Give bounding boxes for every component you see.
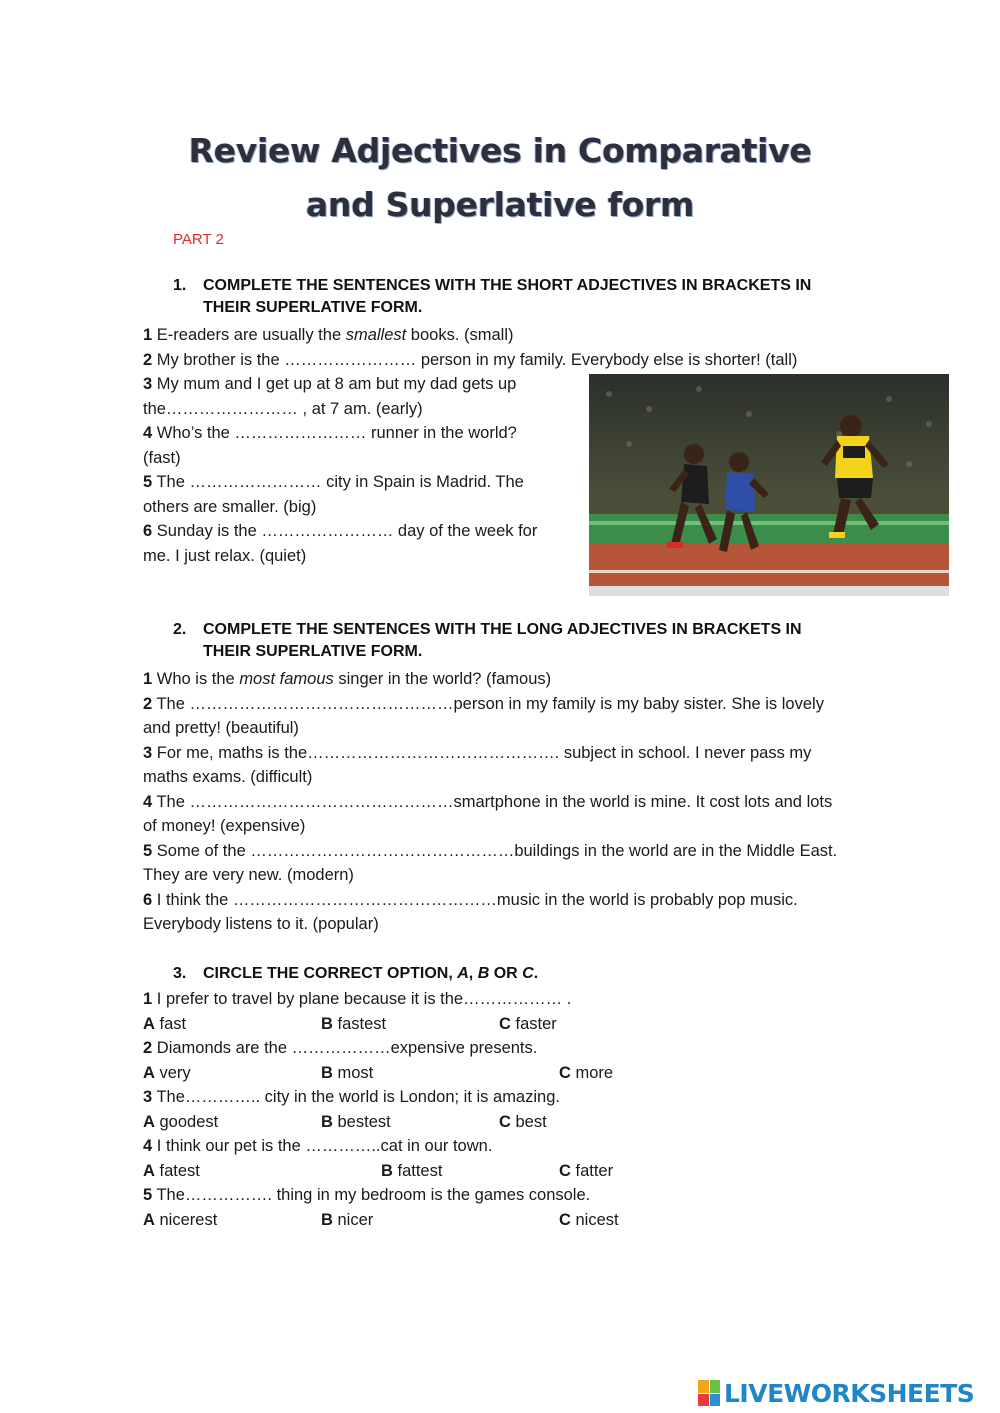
s1-item-5-cont: others are smaller. (big): [143, 497, 317, 516]
option-a[interactable]: A nicerest: [143, 1211, 218, 1229]
s3-question-4: 4 I think our pet is the …………..cat in our town.: [143, 1137, 493, 1155]
s2-item-2: 2 The …………………………………………person in my family is my baby sister. She is lovely: [143, 694, 824, 713]
s2-item-6-cont: Everybody listens to it. (popular): [143, 915, 379, 933]
option-b[interactable]: B fattest: [381, 1162, 443, 1180]
s3-question-2: 2 Diamonds are the ………………expensive presents.: [143, 1039, 538, 1057]
s2-item-5-cont: They are very new. (modern): [143, 866, 354, 884]
part-label: PART 2: [173, 231, 224, 248]
section-3-number: 3.: [173, 965, 187, 982]
s3-question-3: 3 The………….. city in the world is London; it is amazing.: [143, 1088, 560, 1106]
s1-item-4-cont: (fast): [143, 448, 181, 467]
section-2-heading: [173, 619, 802, 663]
s2-item-2-cont: and pretty! (beautiful): [143, 719, 299, 737]
s3-question-5: 5 The……………. thing in my bedroom is the games console.: [143, 1186, 591, 1204]
section-1-heading-line-2: THEIR SUPERLATIVE FORM.: [203, 299, 423, 316]
s2-item-3-cont: maths exams. (difficult): [143, 768, 313, 786]
option-a[interactable]: A fatest: [143, 1162, 200, 1180]
option-b[interactable]: B most: [321, 1064, 374, 1082]
s2-item-4-cont: of money! (expensive): [143, 817, 306, 835]
s2-item-3: 3 For me, maths is the………………………………………. subject in school. I never pass my: [143, 743, 812, 762]
s3-question-1: 1 I prefer to travel by plane because it is the……………… .: [143, 990, 572, 1008]
s1-item-3-cont: the…………………… , at 7 am. (early): [143, 399, 423, 418]
title-line-1: Review Adjectives in Comparative: [188, 131, 812, 170]
s1-item-4: 4 Who’s the …………………… runner in the world?: [143, 424, 517, 442]
section-2-heading-line-2: THEIR SUPERLATIVE FORM.: [203, 643, 423, 660]
s2-item-6: 6 I think the …………………………………………music in the world is probably pop music.: [143, 890, 798, 909]
option-b[interactable]: B bestest: [321, 1113, 391, 1131]
section-1-number: 1.: [173, 277, 187, 294]
option-a[interactable]: A fast: [143, 1015, 187, 1033]
s3-options-1: [143, 1012, 743, 1036]
section-2-heading-line-1: COMPLETE THE SENTENCES WITH THE LONG ADJECTIVES IN BRACKETS IN: [203, 621, 802, 638]
s2-item-1: 1 Who is the most famous singer in the world? (famous): [143, 670, 552, 688]
s3-options-5: [143, 1208, 743, 1232]
title-line-2: and Superlative form: [305, 185, 695, 224]
s3-options-3: [143, 1110, 743, 1134]
s2-item-4: 4 The …………………………………………smartphone in the world is mine. It cost lots and lots: [143, 792, 833, 811]
s1-item-3: 3 My mum and I get up at 8 am but my dad gets up: [143, 375, 517, 393]
option-a[interactable]: A very: [143, 1064, 191, 1082]
s1-item-5: 5 The …………………… city in Spain is Madrid. The: [143, 473, 524, 491]
logo-icon: [698, 1380, 720, 1406]
option-c[interactable]: C fatter: [559, 1162, 614, 1180]
option-a[interactable]: A goodest: [143, 1113, 219, 1131]
s2-item-5: 5 Some of the …………………………………………buildings in the world are in the Middle East.: [143, 841, 838, 860]
s1-item-2: 2 My brother is the …………………… person in my family. Everybody else is shorter! (tall): [143, 350, 798, 369]
option-c[interactable]: C more: [559, 1064, 614, 1082]
sprinters-photo: [589, 374, 949, 596]
section-1-heading-line-1: COMPLETE THE SENTENCES WITH THE SHORT ADJECTIVES IN BRACKETS IN: [203, 277, 812, 294]
section-2-number: 2.: [173, 621, 187, 638]
option-c[interactable]: C nicest: [559, 1211, 619, 1229]
logo-text: LIVEWORKSHEETS: [724, 1378, 975, 1408]
worksheet-title: [0, 124, 1000, 232]
option-b[interactable]: B fastest: [321, 1015, 387, 1033]
s3-options-4: [143, 1159, 743, 1183]
s1-item-6-cont: me. I just relax. (quiet): [143, 546, 307, 565]
s1-item-6: 6 Sunday is the …………………… day of the week for: [143, 522, 538, 540]
section-1-heading: [173, 275, 811, 319]
option-c[interactable]: C faster: [499, 1015, 557, 1033]
s1-item-1: 1 E-readers are usually the smallest books. (small): [143, 326, 514, 344]
s3-options-2: [143, 1061, 743, 1085]
section-2-items: [143, 667, 837, 937]
section-3-heading: 3. CIRCLE THE CORRECT OPTION, A, B OR C.: [173, 963, 538, 985]
option-c[interactable]: C best: [499, 1113, 547, 1131]
liveworksheets-logo: [698, 1378, 974, 1408]
option-b[interactable]: B nicer: [321, 1211, 374, 1229]
